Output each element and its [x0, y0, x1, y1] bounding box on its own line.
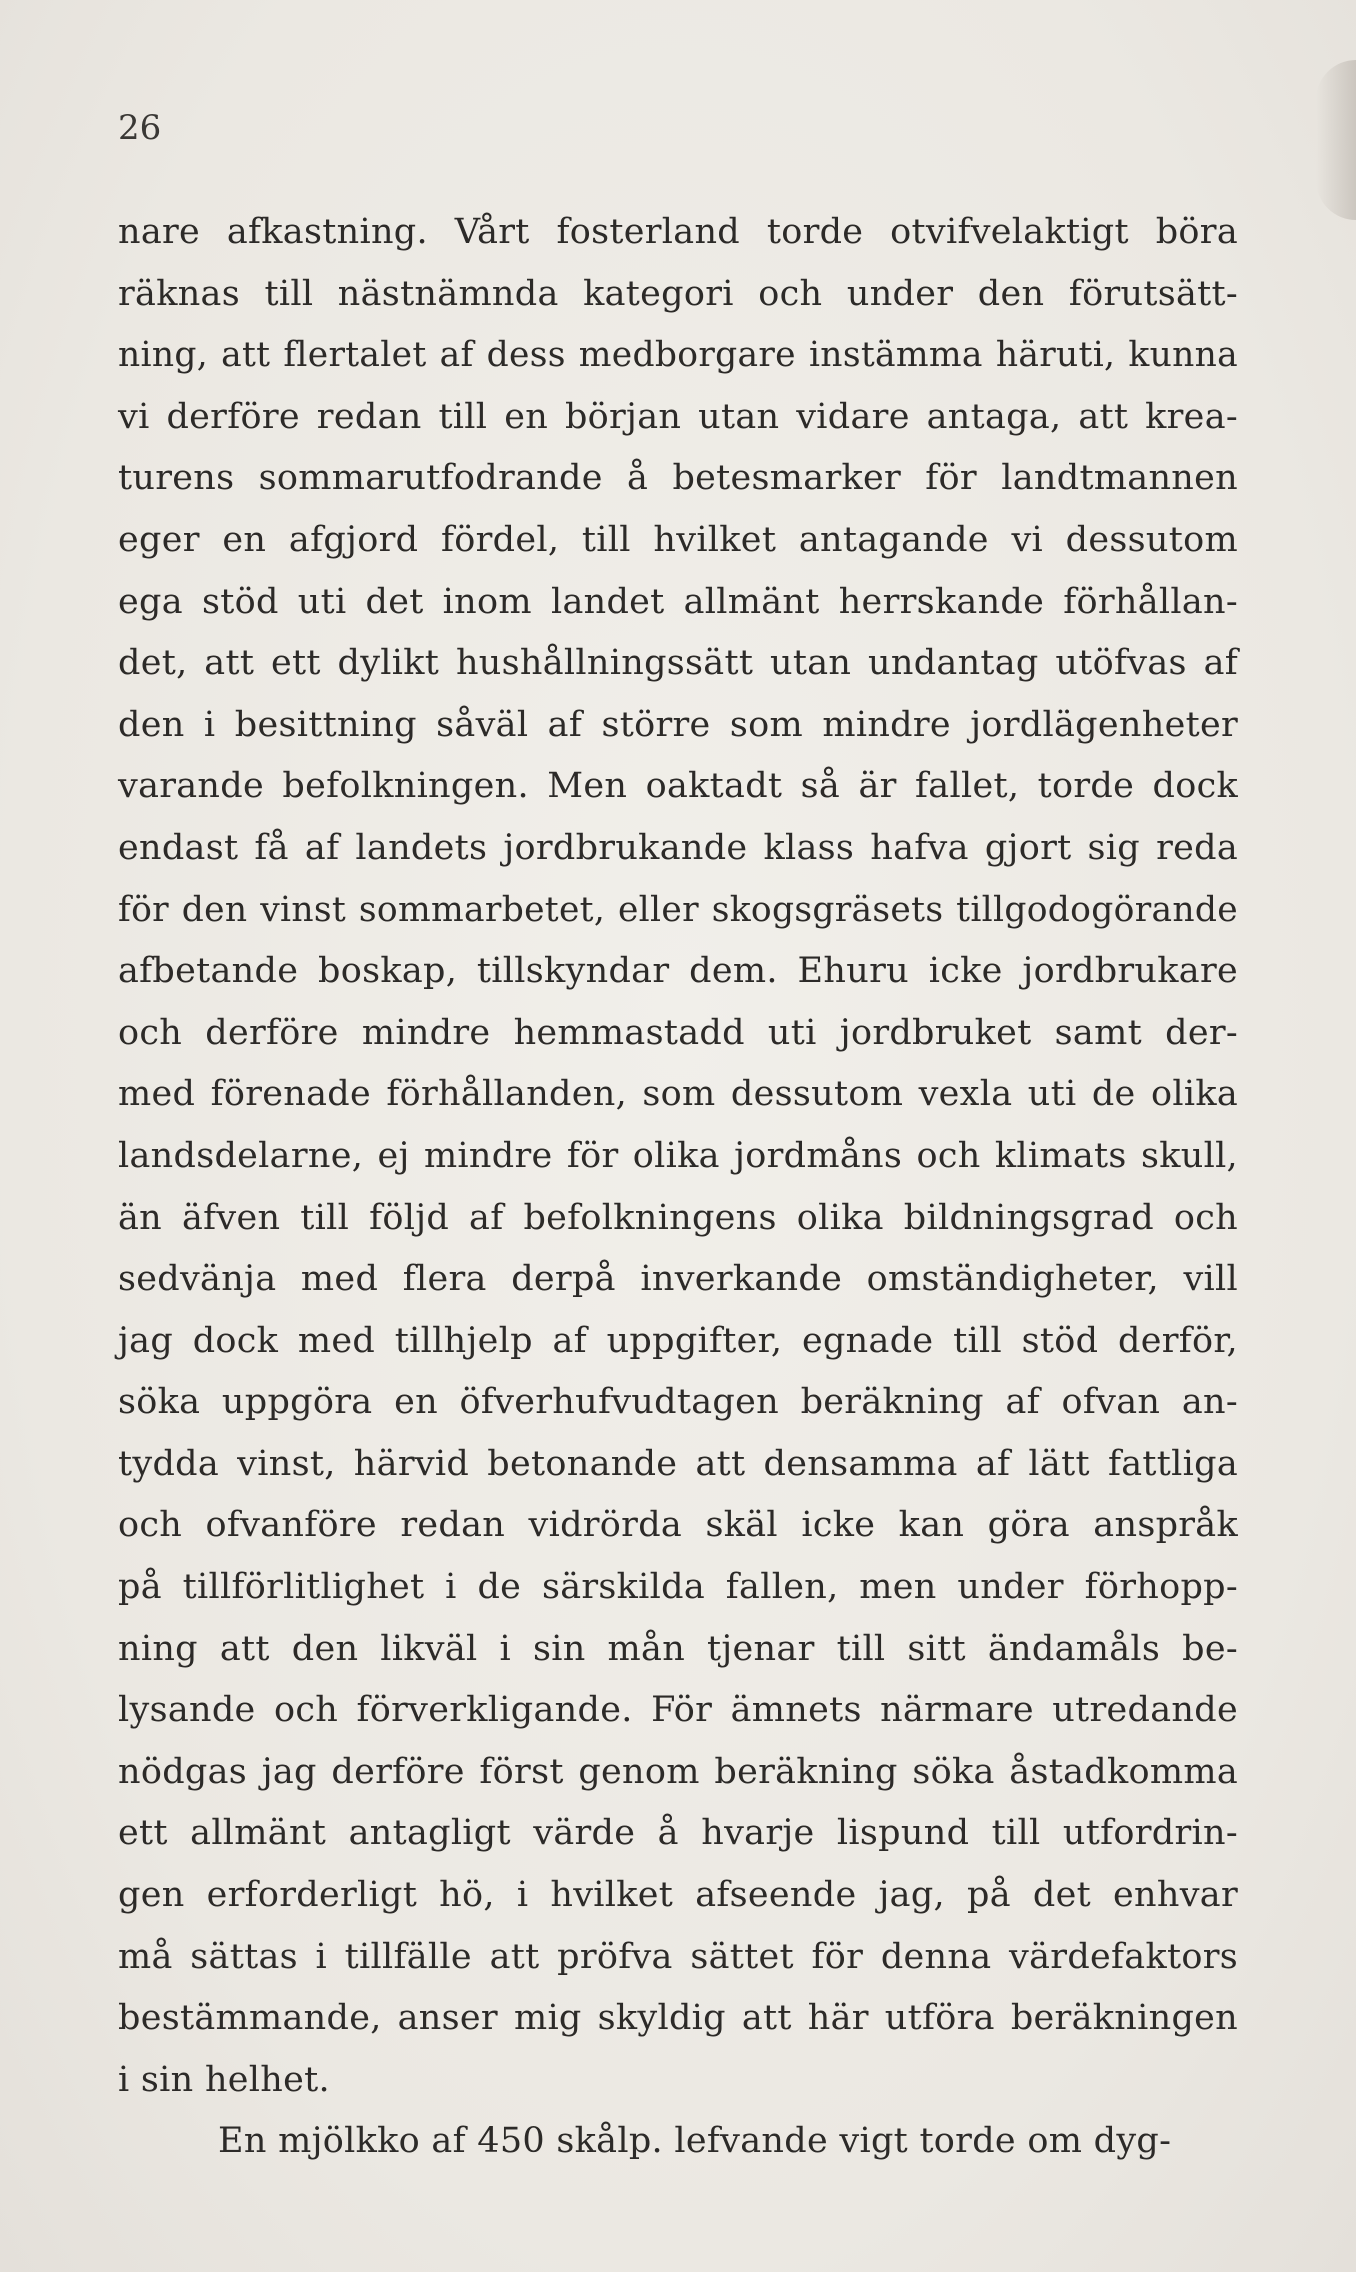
text-line: ett allmänt antagligt värde å hvarje lispund till utfordrin- — [118, 1813, 1238, 1854]
text-line: på tillförlitlighet i de särskilda fallen, men under förhopp- — [118, 1567, 1238, 1608]
text-line: varande befolkningen. Men oaktadt så är fallet, torde dock — [118, 766, 1238, 807]
text-line: och ofvanföre redan vidrörda skäl icke kan göra anspråk — [118, 1505, 1238, 1546]
text-line: jag dock med tillhjelp af uppgifter, egnade till stöd derför, — [118, 1320, 1238, 1361]
text-line: ega stöd uti det inom landet allmänt herrskande förhållan- — [118, 581, 1238, 622]
text-line: det, att ett dylikt hushållningssätt utan undantag utöfvas af — [118, 643, 1238, 684]
text-line: nödgas jag derföre först genom beräkning söka åstadkomma — [118, 1751, 1238, 1792]
text-line: söka uppgöra en öfverhufvudtagen beräkning af ofvan an- — [118, 1382, 1238, 1423]
text-line-paragraph-end: i sin helhet. — [118, 2059, 330, 2100]
text-line: än äfven till följd af befolkningens olika bildningsgrad och — [118, 1197, 1238, 1238]
text-line: sedvänja med flera derpå inverkande omständigheter, vill — [118, 1259, 1238, 1300]
text-line: endast få af landets jordbrukande klass hafva gjort sig reda — [118, 827, 1238, 868]
text-line: lysande och förverkligande. För ämnets närmare utredande — [118, 1690, 1238, 1731]
text-line: gen erforderligt hö, i hvilket afseende jag, på det enhvar — [118, 1875, 1238, 1916]
text-line: eger en afgjord fördel, till hvilket antagande vi dessutom — [118, 519, 1238, 560]
text-line: landsdelarne, ej mindre för olika jordmåns och klimats skull, — [118, 1135, 1238, 1176]
text-line: bestämmande, anser mig skyldig att här utföra beräkningen — [118, 1998, 1238, 2039]
text-line-paragraph-start: En mjölkko af 450 skålp. lefvande vigt torde om dyg- — [218, 2121, 1172, 2162]
text-line: tydda vinst, härvid betonande att densamma af lätt fattliga — [118, 1443, 1238, 1484]
text-line: med förenade förhållanden, som dessutom vexla uti de olika — [118, 1074, 1238, 1115]
text-line: turens sommarutfodrande å betesmarker för landtmannen — [118, 458, 1238, 499]
text-line: må sättas i tillfälle att pröfva sättet för denna värdefaktors — [118, 1936, 1238, 1977]
text-line: afbetande boskap, tillskyndar dem. Ehuru icke jordbrukare — [118, 951, 1238, 992]
text-line: ning, att flertalet af dess medborgare instämma häruti, kunna — [118, 335, 1238, 376]
text-line: för den vinst sommarbetet, eller skogsgräsets tillgodogörande — [118, 889, 1238, 930]
body-text — [118, 202, 1238, 2173]
text-line: ning att den likväl i sin mån tjenar till sitt ändamåls be- — [118, 1628, 1238, 1669]
text-line: och derföre mindre hemmastadd uti jordbruket samt der- — [118, 1012, 1238, 1053]
page-number: 26 — [118, 108, 162, 148]
page-edge-shadow — [1316, 60, 1356, 220]
text-line: räknas till nästnämnda kategori och under den förutsätt- — [118, 273, 1238, 314]
text-line: nare afkastning. Vårt fosterland torde otvifvelaktigt böra — [118, 212, 1238, 252]
text-line: vi derföre redan till en början utan vidare antaga, att krea- — [118, 396, 1238, 437]
text-line: den i besittning såväl af större som mindre jordlägenheter — [118, 704, 1238, 745]
